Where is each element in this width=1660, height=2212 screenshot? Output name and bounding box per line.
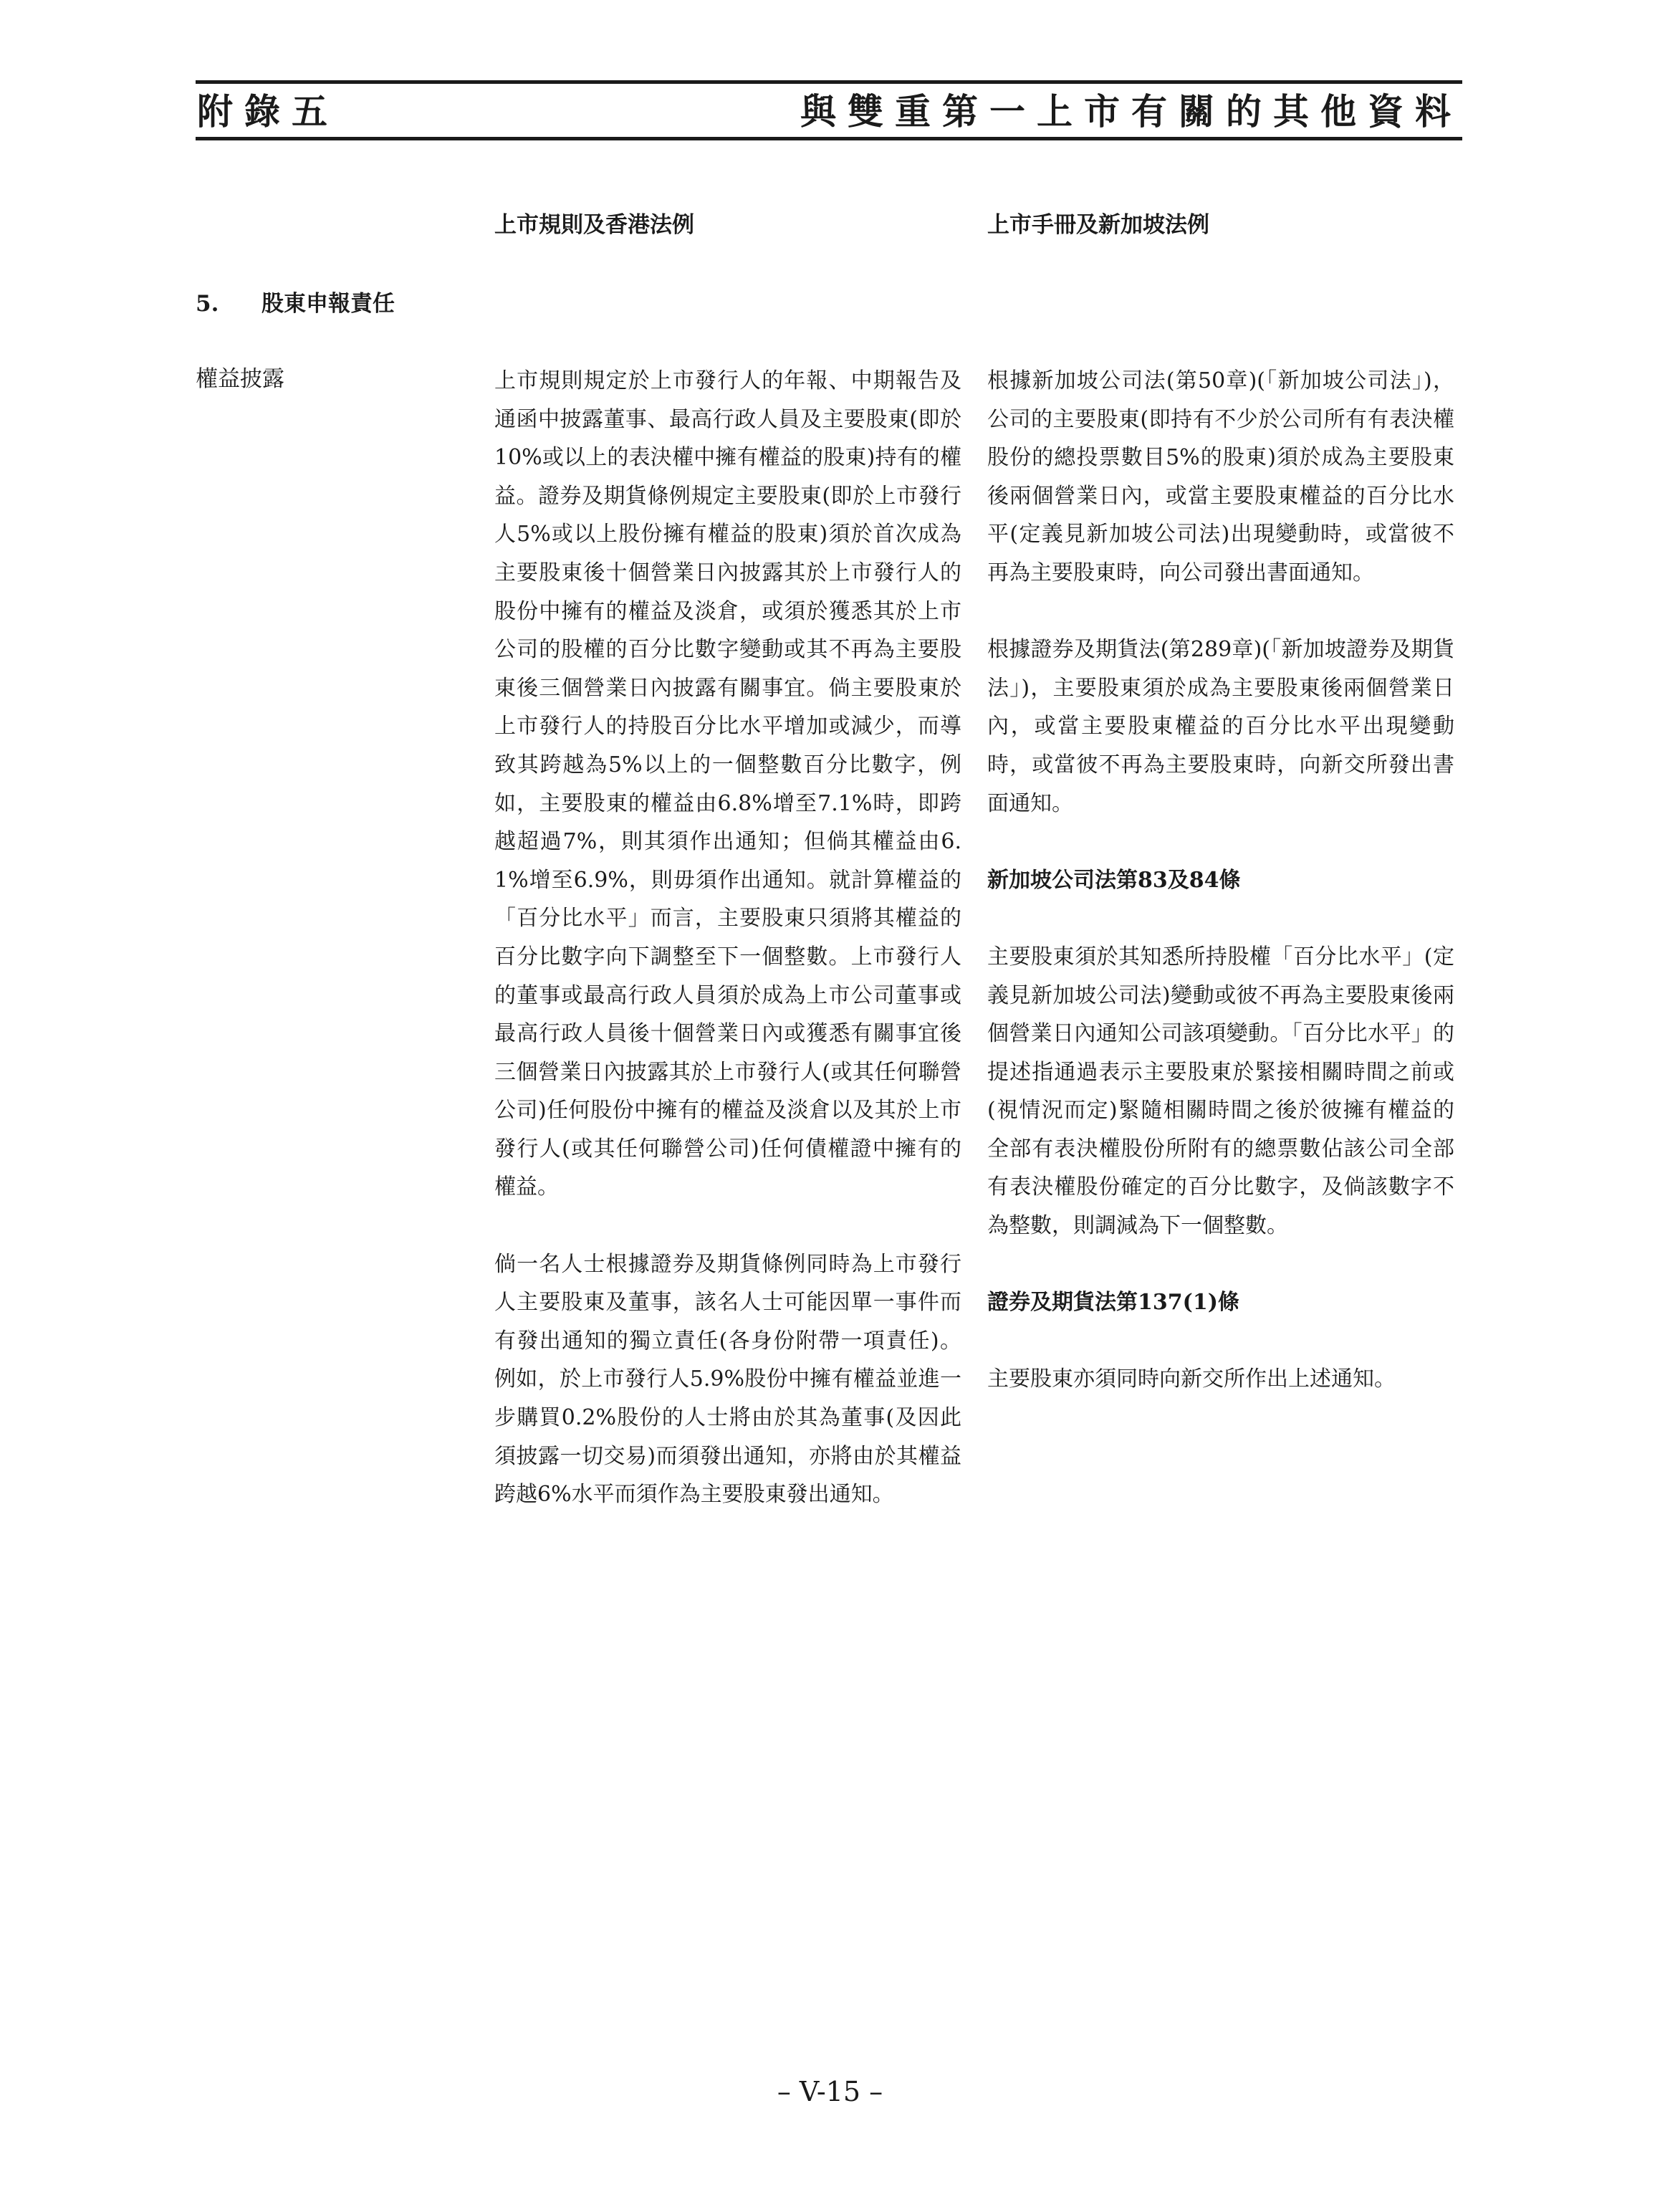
hk-paragraph: 上市規則規定於上市發行人的年報、中期報告及通函中披露董事、最高行政人員及主要股東(即於10%或以上的表決權中擁有權益的股東)持有的權益。證券及期貨條例規定主要股東(即於上市發行人5%或以上股份擁有權益的股東)須於首次成為主要股東後十個營業日內披露其於上市發行人的股份中擁有的權益及淡倉，或須於獲悉其於上市公司的股權的百分比數字變動或其不再為主要股東後三個營業日內披露有關事宜。倘主要股東於上市發行人的持股百分比水平增加或減少，而導致其跨越為5%以上的一個整數百分比數字，例如，主要股東的權益由6.8%增至7.1%時，即跨越超過7%，則其須作出通知；但倘其權益由6.1%增至6.9%，則毋須作出通知。就計算權益的「百分比水平」而言，主要股東只須將其權益的百分比數字向下調整至下一個整數。上市發行人的董事或最高行政人員須於成為上市公司董事或最高行政人員後十個營業日內或獲悉有關事宜後三個營業日內披露其於上市發行人(或其任何聯營公司)任何股份中擁有的權益及淡倉以及其於上市發行人(或其任何聯營公司)任何債權證中擁有的權益。 xyxy=(494,368,961,1200)
sg-paragraph: 根據新加坡公司法(第50章)(「新加坡公司法」)，公司的主要股東(即持有不少於公司所有有表決權股份的總投票數目5%的股東)須於成為主要股東後兩個營業日內，或當主要股東權益的百分比水平(定義見新加坡公司法)出現變動時，或當彼不再為主要股東時，向公司發出書面通知。 xyxy=(987,368,1454,585)
sg-paragraph: 主要股東須於其知悉所持股權「百分比水平」(定義見新加坡公司法)變動或彼不再為主要股東後兩個營業日內通知公司該項變動。「百分比水平」的提述指通過表示主要股東於緊接相關時間之前或(視情況而定)緊隨相關時間之後於彼擁有權益的全部有表決權股份所附有的總票數佔該公司全部有表決權股份確定的百分比數字，及倘該數字不為整數，則調減為下一個整數。 xyxy=(987,944,1454,1239)
sg-subheading: 新加坡公司法第83及84條 xyxy=(987,867,1241,893)
section-title-text: 股東申報責任 xyxy=(262,291,395,317)
appendix-label: 附錄五 xyxy=(197,90,339,133)
page-number: – V-15 – xyxy=(777,2076,883,2107)
section-number: 5. xyxy=(196,291,219,317)
column-heading-sg: 上市手冊及新加坡法例 xyxy=(987,212,1209,238)
row-label: 權益披露 xyxy=(196,366,284,392)
appendix-title: 與雙重第一上市有關的其他資料 xyxy=(800,90,1462,133)
section-title xyxy=(196,287,395,321)
sg-paragraph: 根據證券及期貨法(第289章)(「新加坡證券及期貨法」)，主要股東須於成為主要股東後兩個營業日內，或當主要股東權益的百分比水平出現變動時，或當彼不再為主要股東時，向新交所發出書面通知。 xyxy=(987,637,1454,816)
page-header xyxy=(196,80,1462,140)
sg-column xyxy=(987,362,1454,1437)
sg-subheading: 證券及期貨法第137(1)條 xyxy=(987,1290,1239,1316)
column-heading-hk: 上市規則及香港法例 xyxy=(494,212,694,238)
sg-paragraph: 主要股東亦須同時向新交所作出上述通知。 xyxy=(987,1366,1396,1392)
hk-paragraph: 倘一名人士根據證券及期貨條例同時為上市發行人主要股東及董事，該名人士可能因單一事件而有發出通知的獨立責任(各身份附帶一項責任)。例如，於上市發行人5.9%股份中擁有權益並進一步購買0.2%股份的人士將由於其為董事(及因此須披露一切交易)而須發出通知，亦將由於其權益跨越6%水平而須作為主要股東發出通知。 xyxy=(494,1251,961,1508)
hk-column xyxy=(494,362,961,1552)
